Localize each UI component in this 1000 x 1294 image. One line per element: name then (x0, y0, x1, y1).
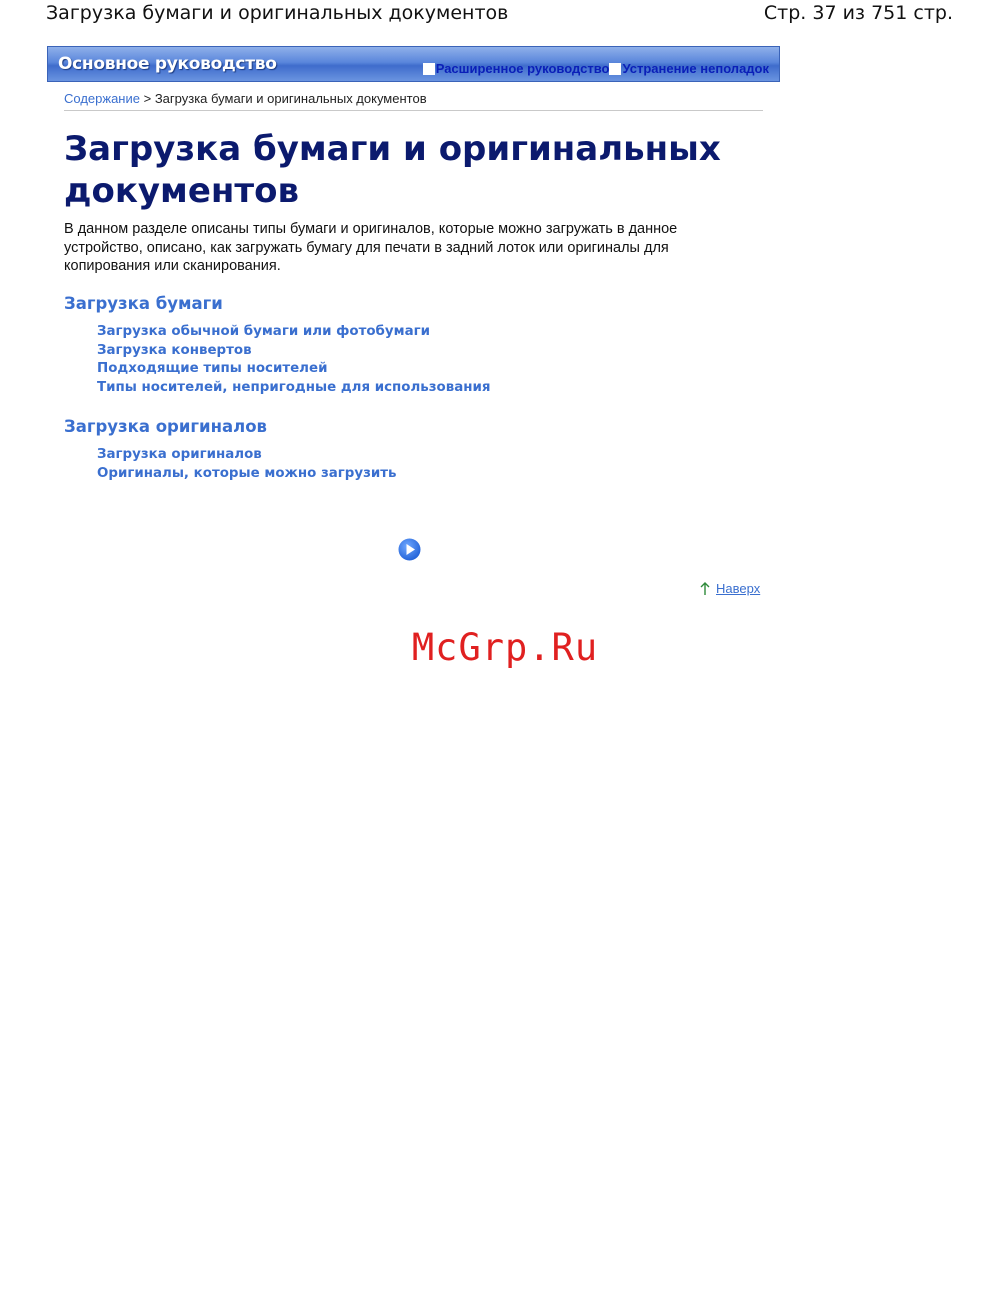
list-item (97, 360, 491, 379)
list-item (97, 465, 396, 484)
banner-title: Основное руководство (58, 54, 277, 74)
list-item (97, 323, 491, 342)
paper-link-envelopes[interactable]: Загрузка конвертов (97, 342, 252, 358)
list-item (97, 446, 396, 465)
paper-link-media-types[interactable]: Подходящие типы носителей (97, 361, 328, 377)
breadcrumb (64, 91, 763, 111)
list-item (97, 342, 491, 361)
arrow-up-icon (699, 582, 711, 596)
play-arrow-icon (398, 538, 421, 561)
troubleshooting-link[interactable] (609, 61, 769, 76)
originals-link-list (97, 446, 396, 483)
square-bullet-icon (423, 63, 435, 75)
troubleshooting-label: Устранение неполадок (622, 61, 769, 76)
intro-paragraph: В данном разделе описаны типы бумаги и оригиналов, которые можно загружать в данное устройство, описано, как загружать бумагу для печати в задний лоток или оригиналы для копирования или сканирования. (64, 221, 678, 274)
list-item (97, 379, 491, 398)
watermark: McGrp.Ru (411, 626, 599, 669)
advanced-guide-label: Расширенное руководство (435, 61, 610, 76)
back-to-top-link[interactable] (699, 581, 760, 596)
banner-links (423, 61, 769, 76)
section-heading-originals: Загрузка оригиналов (64, 417, 267, 436)
page-counter: Стр. 37 из 751 стр. (763, 2, 953, 24)
breadcrumb-contents-link[interactable]: Содержание (64, 91, 140, 106)
printed-page-title: Загрузка бумаги и оригинальных документов (46, 2, 509, 24)
originals-link-loadable[interactable]: Оригиналы, которые можно загрузить (97, 465, 397, 481)
advanced-guide-link[interactable] (423, 61, 610, 76)
section-heading-paper: Загрузка бумаги (64, 294, 223, 313)
breadcrumb-separator: > (143, 91, 152, 106)
originals-link-loading[interactable]: Загрузка оригиналов (97, 447, 262, 462)
page-title: Загрузка бумаги и оригинальных документов (64, 129, 721, 211)
paper-link-unusable-media[interactable]: Типы носителей, непригодные для использования (97, 379, 491, 395)
next-page-button[interactable] (398, 538, 421, 561)
square-bullet-icon (609, 63, 621, 75)
back-to-top-label: Наверх (716, 581, 761, 596)
manual-banner (47, 46, 780, 82)
paper-link-plain-photo[interactable]: Загрузка обычной бумаги или фотобумаги (97, 324, 430, 339)
paper-link-list (97, 323, 491, 397)
breadcrumb-current: Загрузка бумаги и оригинальных документов (154, 91, 427, 106)
